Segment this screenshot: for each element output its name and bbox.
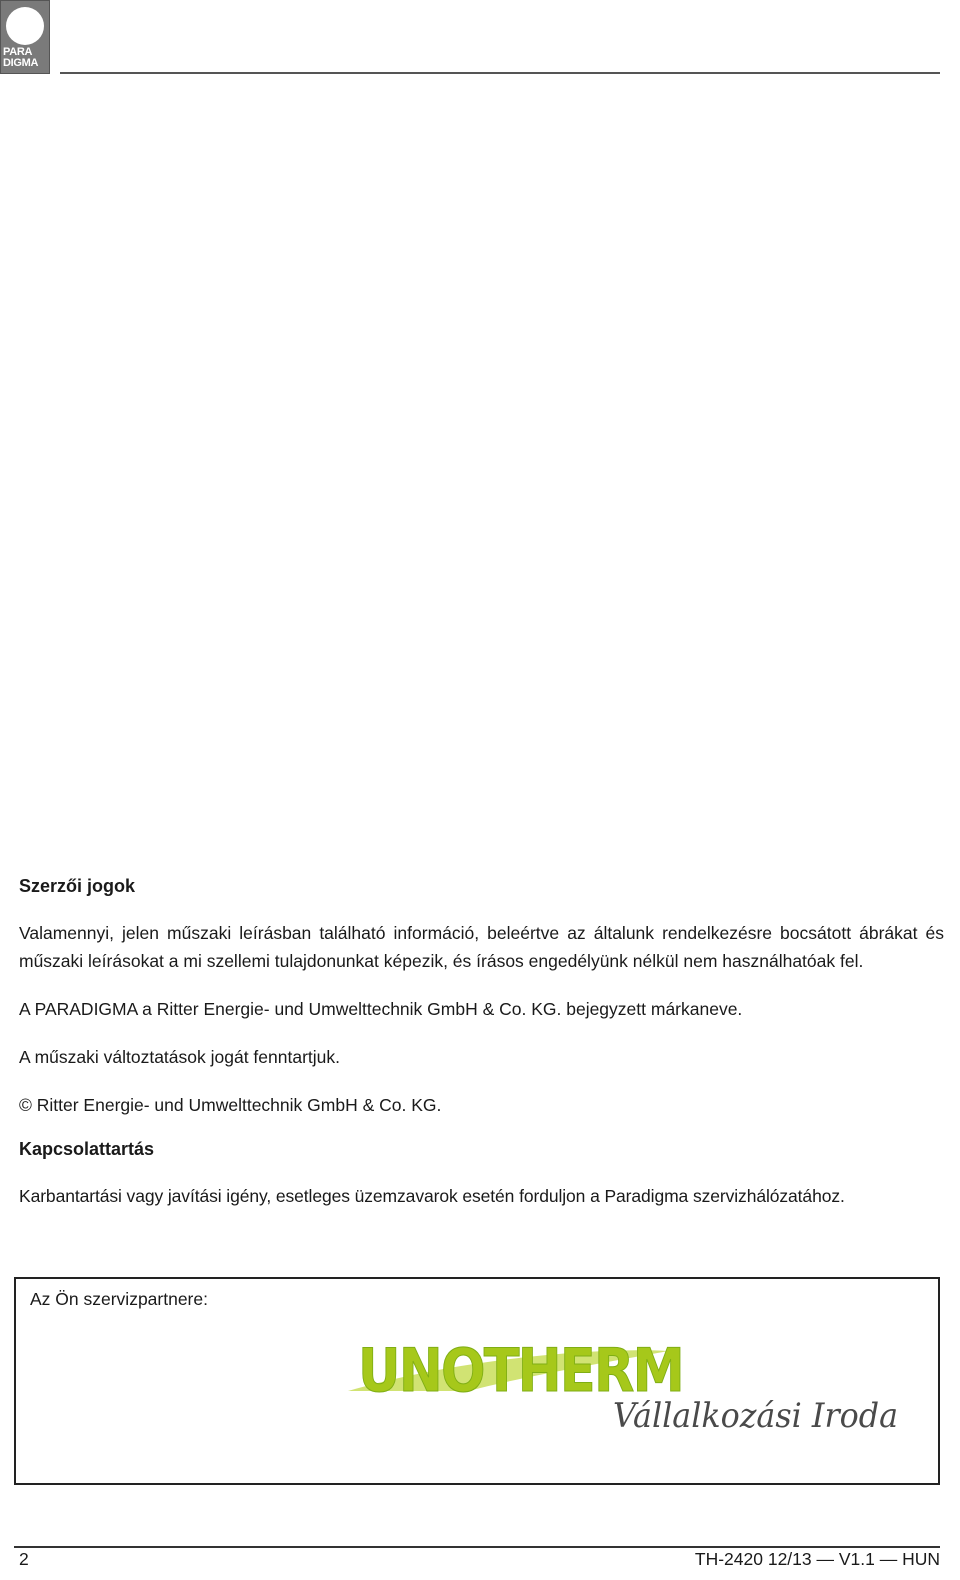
copyright-heading: Szerzői jogok: [19, 876, 136, 896]
logo-text-line2: DIGMA: [3, 57, 39, 69]
copyright-paragraph-2: A PARADIGMA a Ritter Energie- und Umwelttechnik GmbH & Co. KG. bejegyzett márkaneve.: [19, 999, 743, 1019]
logo-text-line1: PARA: [3, 46, 33, 58]
footer-rule: [14, 1546, 940, 1548]
copyright-paragraph-3: A műszaki változtatások jogát fenntartjuk.: [19, 1047, 340, 1067]
unotherm-logo: [338, 1329, 898, 1439]
logo-subtitle-text: Vállalkozási Iroda: [613, 1396, 898, 1436]
contact-heading: Kapcsolattartás: [19, 1139, 155, 1159]
main-content: [19, 876, 944, 1210]
header-rule: [60, 72, 940, 74]
page-number: 2: [19, 1549, 29, 1569]
paradigma-logo: [0, 0, 50, 74]
copyright-paragraph-1: Valamennyi, jelen műszaki leírásban található információ, beleértve az általunk rendelkezésre bocsátott ábrákat és műszaki leírásokat a mi szellemi tulajdonunkat képezik, és írásos engedélyünk nélkül nem használhatóak fel.: [19, 923, 944, 971]
contact-paragraph: Karbantartási vagy javítási igény, esetleges üzemzavarok esetén forduljon a Paradigma szervizhálózatához.: [19, 1186, 845, 1206]
logo-circle-icon: [6, 7, 44, 45]
logo-brand-text: UNOTHERM: [358, 1336, 683, 1406]
service-partner-label: Az Ön szervizpartnere:: [30, 1289, 208, 1309]
service-partner-box: [14, 1277, 940, 1485]
copyright-notice: © Ritter Energie- und Umwelttechnik GmbH & Co. KG.: [19, 1095, 442, 1115]
document-code: TH-2420 12/13 — V1.1 — HUN: [694, 1549, 940, 1569]
logo-text: [3, 47, 49, 69]
